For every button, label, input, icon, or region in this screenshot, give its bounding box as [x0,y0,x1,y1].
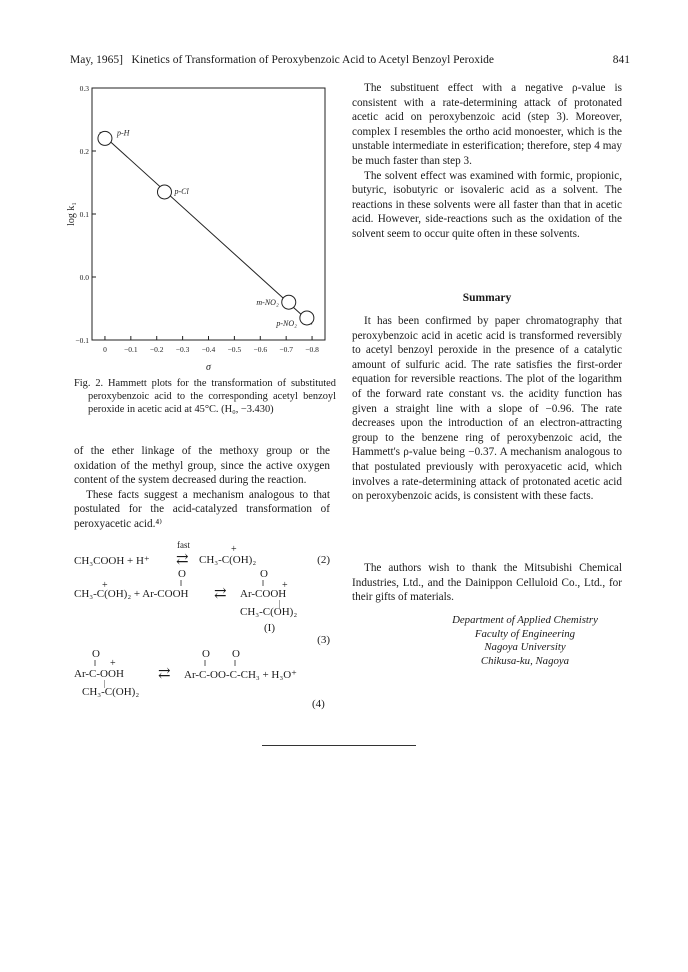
affiliation-line-4: Chikusa-ku, Nagoya [480,654,570,667]
caption-text: Fig. 2. Hammett plots for the transformation of substituted peroxybenzoic acid to the corresponding acetyl benzoyl peroxide in acetic acid at 45°C. (H₀, −3.430) [74,378,336,415]
data-point-label: m-NO₂ [256,298,279,308]
right-column-text [352,81,622,242]
eq2-rhs: CH₃-C(OH)₂ [199,554,257,566]
summary-text: It has been confirmed by paper chromatography that peroxybenzoic acid in acetic acid is transformed reversibly to acetyl benzoyl peroxide in the presence of a catalytic amount of sulfuric acid. The rate satisfies the first-order equation for reversible reactions. The plot of the logarithm of the forward rate constant vs. the acidity function has given a straight line with a slope of −0.96. The rate decreases upon the introduction of an electron-attracting group to the benzene ring of peroxybenzoic acid, the Hammett's ρ-value being −0.37. A mechanism analogous to that postulated previously with peroxyacetic acid, which involves a rate-determining attack of protonated acetic acid on peroxybenzoic acids, is consistent with these facts. [352,315,622,503]
x-tick-label: −0.4 [201,345,216,354]
left-column-text [74,444,330,532]
eq3-vertical-bond: | [279,599,281,608]
equation-4-number: (4) [312,698,325,710]
eq4-bond-left: ‖ [94,659,97,668]
eq3-lhs: CH₃-C(OH)₂ + Ar-COOH [74,588,189,600]
y-tick-label: 0.1 [79,210,89,219]
x-tick-label: −0.7 [279,345,293,354]
eq4-bond-mid: ‖ [204,659,207,668]
eq3-number: (3) [317,634,330,646]
data-point [282,295,296,309]
right-paragraph-1: The substituent effect with a negative ρ-value is consistent with a rate-determining attack of protonated acetic acid on peroxybenzoic acid (step 3). Moreover, complex I resembles the ortho acid monoester, which is the unstable intermediate in esterification; therefore, step 4 may be much faster than step 3. [352,82,622,167]
data-point-label: p-H [116,128,130,138]
acknowledgement-text: The authors wish to thank the Mitsubishi Chemical Industries, Ltd., and the Dainippon Celluloid Co., Ltd., for their gifts of materials. [352,562,622,604]
x-tick-label: −0.6 [253,345,268,354]
hammett-plot [66,80,340,373]
eq3-complex-label: (I) [264,622,275,634]
affiliation-line-2: Faculty of Engineering [474,627,576,640]
summary-section [352,314,622,504]
y-tick-label: 0.2 [79,147,89,156]
eq4-plus: + [110,658,116,669]
left-paragraph-1: of the ether linkage of the methoxy group or the oxidation of the methyl group, since the active oxygen content of the system decreased during the reaction. [74,445,330,487]
eq3-plus-right: + [282,580,288,591]
eq3-bond-left: ‖ [180,579,183,588]
data-point-label: p-Cl [174,186,189,196]
eq4-o-right: O [232,648,240,660]
figure-caption [74,377,336,416]
x-tick-label: −0.5 [227,345,242,354]
eq2-number: (2) [317,554,330,566]
x-tick-label: −0.8 [305,345,319,354]
eq4-rhs: Ar-C-OO-C-CH₃ + H₃O⁺ [184,669,297,681]
equation-4 [74,648,336,718]
x-tick-label: 0 [103,345,107,354]
summary-heading: Summary [462,292,512,304]
affiliation-line-1: Department of Applied Chemistry [452,614,598,626]
y-tick-label: −0.1 [75,336,89,345]
eq3-plus-left: + [102,580,108,591]
data-point [98,131,112,145]
affiliation-block [420,614,630,668]
eq2-lhs: CH₃COOH + H⁺ [74,555,150,567]
eq3-bond-right: ‖ [262,579,265,588]
acknowledgement-section [352,561,622,605]
x-tick-label: −0.3 [175,345,190,354]
x-axis-label: σ [206,362,211,373]
left-paragraph-2: These facts suggest a mechanism analogous to that postulated for the acid-catalyzed transformation of peroxyacetic acid.⁴⁾ [74,488,330,530]
header-title: May, 1965] Kinetics of Transformation of Peroxybenzoic Acid to Acetyl Benzoyl Peroxide [70,54,495,66]
eq4-o-mid: O [202,648,210,660]
eq3-rhs: Ar-COOH [240,588,287,600]
eq2-fast: fast [177,540,190,550]
eq2-arrow: ⇄ [176,552,189,568]
footer-rule [262,745,416,746]
eq3-arrow: ⇄ [214,586,227,602]
eq4-arrow: ⇄ [158,666,171,682]
eq3-o-left: O [178,568,186,580]
eq3-rhs-sub: CH₃-C(OH)₂ [240,606,298,618]
eq3-o-right: O [260,568,268,580]
eq2-plus: + [231,544,237,555]
y-tick-label: 0.0 [79,273,89,282]
eq4-lhs-sub: CH₃-C(OH)₂ [82,686,140,698]
equation-3 [74,568,336,648]
x-tick-label: −0.2 [149,345,164,354]
page-number: 841 [612,54,630,66]
eq4-o-left: O [92,648,100,660]
right-paragraph-2: The solvent effect was examined with formic, propionic, butyric, isobutyric or isovaleric acid as a solvent. The reactions in these solvents were all faster than that in acetic acid. However, side-reactions such as the oxidation of the solvent seem to occur quite often in these solvents. [352,169,622,240]
eq4-bond-right: ‖ [234,659,237,668]
data-point-label: p-NO₂ [276,318,297,328]
data-point [157,185,171,199]
eq4-vertical-bond: | [104,679,106,688]
fit-line [100,132,312,324]
eq4-lhs: Ar-C-OOH [74,668,124,680]
data-point [300,311,314,325]
x-tick-label: −0.1 [124,345,138,354]
y-tick-label: 0.3 [79,84,89,93]
affiliation-line-3: Nagoya University [484,641,566,653]
y-axis-label: log k₁ [66,202,77,226]
